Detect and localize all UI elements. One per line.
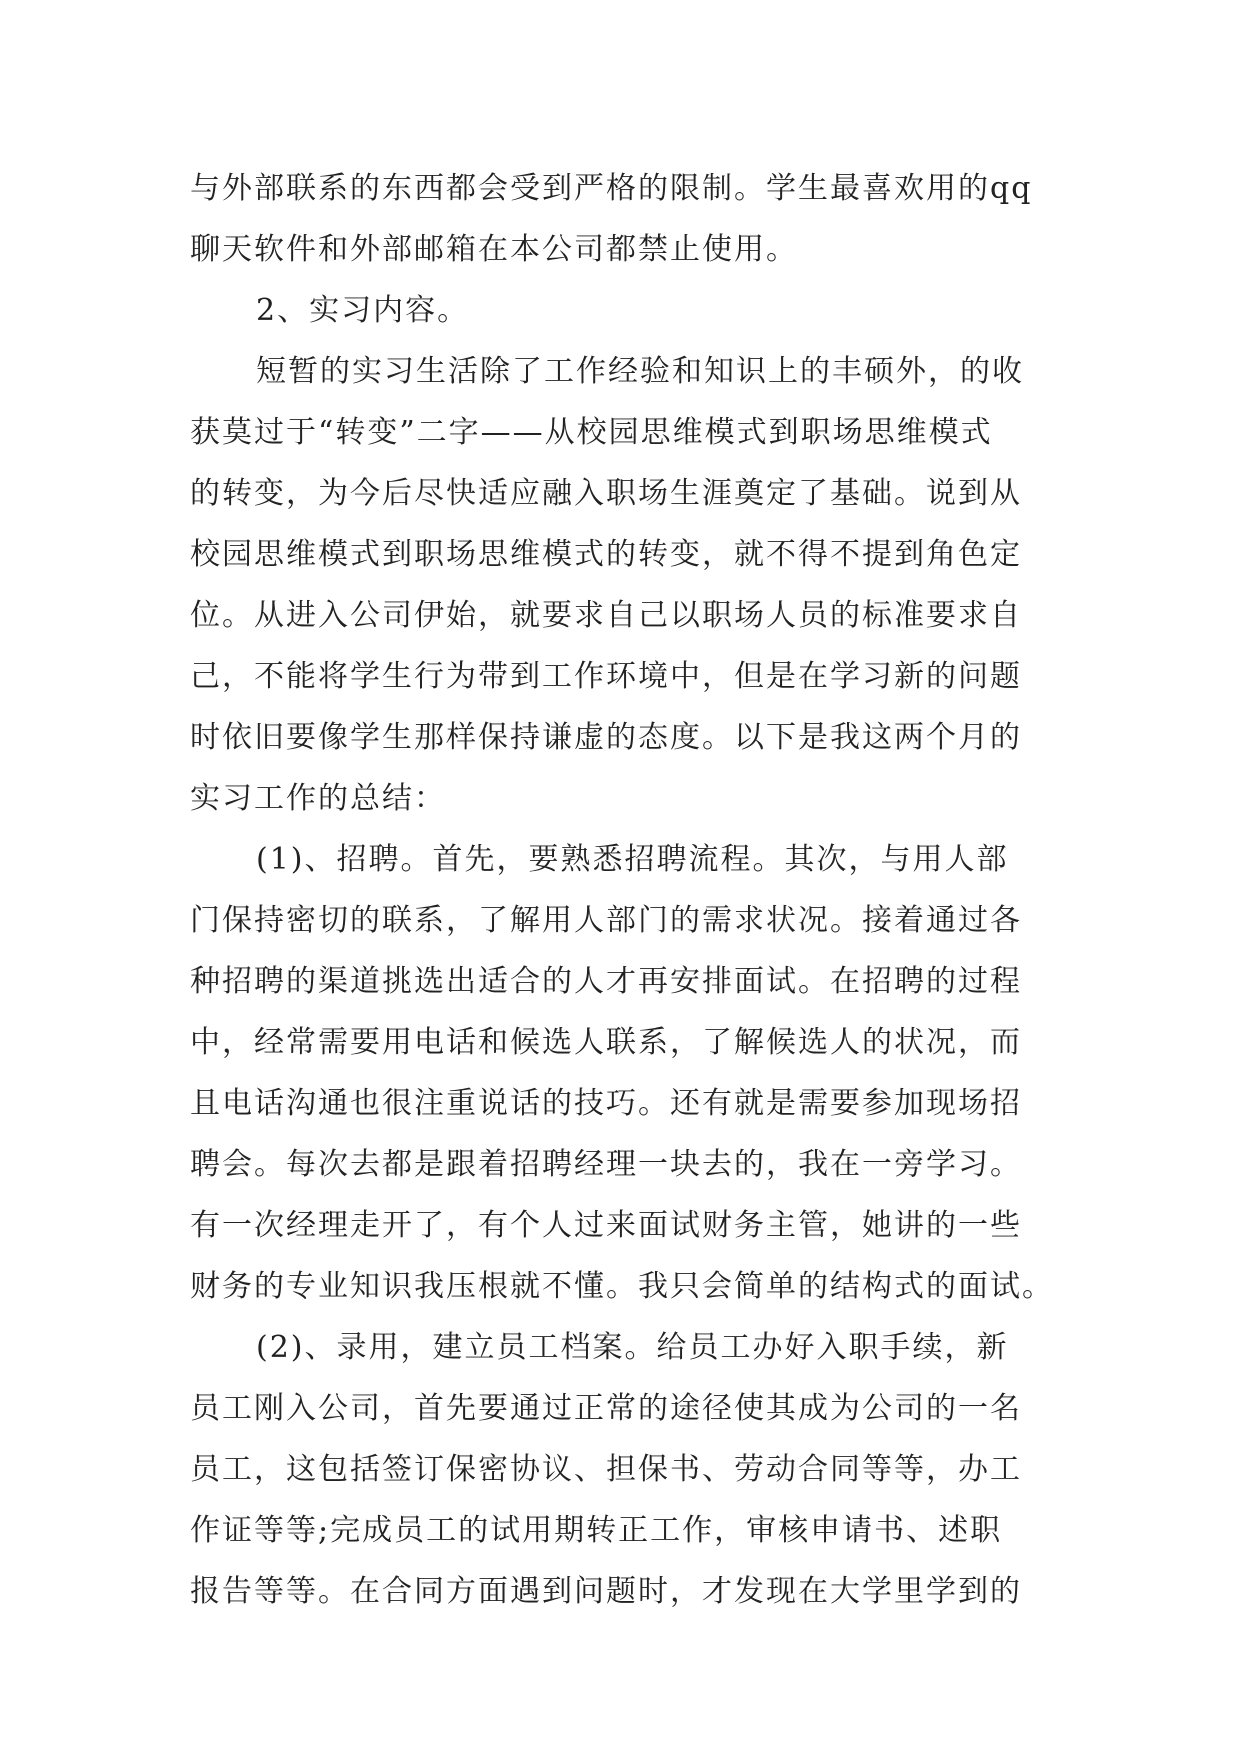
text-line: 聊天软件和外部邮箱在本公司都禁止使用。 xyxy=(190,232,798,267)
text-line: 位。从进入公司伊始，就要求自己以职场人员的标准要求自 xyxy=(190,598,1022,633)
text-line: 报告等等。在合同方面遇到问题时，才发现在大学里学到的 xyxy=(190,1574,1022,1609)
paragraph-start: 短暂的实习生活除了工作经验和知识上的丰硕外，的收 xyxy=(256,354,1024,389)
paragraph-start: (1)、招聘。首先，要熟悉招聘流程。其次，与用人部 xyxy=(256,842,1009,877)
text-line: 己，不能将学生行为带到工作环境中，但是在学习新的问题 xyxy=(190,659,1022,694)
section-heading: 2、实习内容。 xyxy=(256,293,470,328)
text-line: 作证等等;完成员工的试用期转正工作，审核申请书、述职 xyxy=(190,1513,1003,1548)
text-line: 获莫过于“转变”二字——从校园思维模式到职场思维模式 xyxy=(190,415,993,450)
text-line: 门保持密切的联系，了解用人部门的需求状况。接着通过各 xyxy=(190,903,1022,938)
body-text xyxy=(190,158,1060,1622)
text-line: 实习工作的总结： xyxy=(190,781,446,816)
text-line: 有一次经理走开了，有个人过来面试财务主管，她讲的一些 xyxy=(190,1208,1022,1243)
text-line: 中，经常需要用电话和候选人联系，了解候选人的状况，而 xyxy=(190,1025,1022,1060)
text-line: 与外部联系的东西都会受到严格的限制。学生最喜欢用的qq xyxy=(190,171,1033,206)
text-line: 且电话沟通也很注重说话的技巧。还有就是需要参加现场招 xyxy=(190,1086,1022,1121)
text-line: 时依旧要像学生那样保持谦虚的态度。以下是我这两个月的 xyxy=(190,720,1022,755)
paragraph-start: (2)、录用，建立员工档案。给员工办好入职手续，新 xyxy=(256,1330,1009,1365)
text-line: 种招聘的渠道挑选出适合的人才再安排面试。在招聘的过程 xyxy=(190,964,1022,999)
text-line: 员工刚入公司，首先要通过正常的途径使其成为公司的一名 xyxy=(190,1391,1022,1426)
text-line: 聘会。每次去都是跟着招聘经理一块去的，我在一旁学习。 xyxy=(190,1147,1022,1182)
text-line: 财务的专业知识我压根就不懂。我只会简单的结构式的面试。 xyxy=(190,1269,1054,1304)
text-line: 员工，这包括签订保密协议、担保书、劳动合同等等，办工 xyxy=(190,1452,1022,1487)
text-line: 校园思维模式到职场思维模式的转变，就不得不提到角色定 xyxy=(190,537,1022,572)
text-line: 的转变，为今后尽快适应融入职场生涯奠定了基础。说到从 xyxy=(190,476,1022,511)
